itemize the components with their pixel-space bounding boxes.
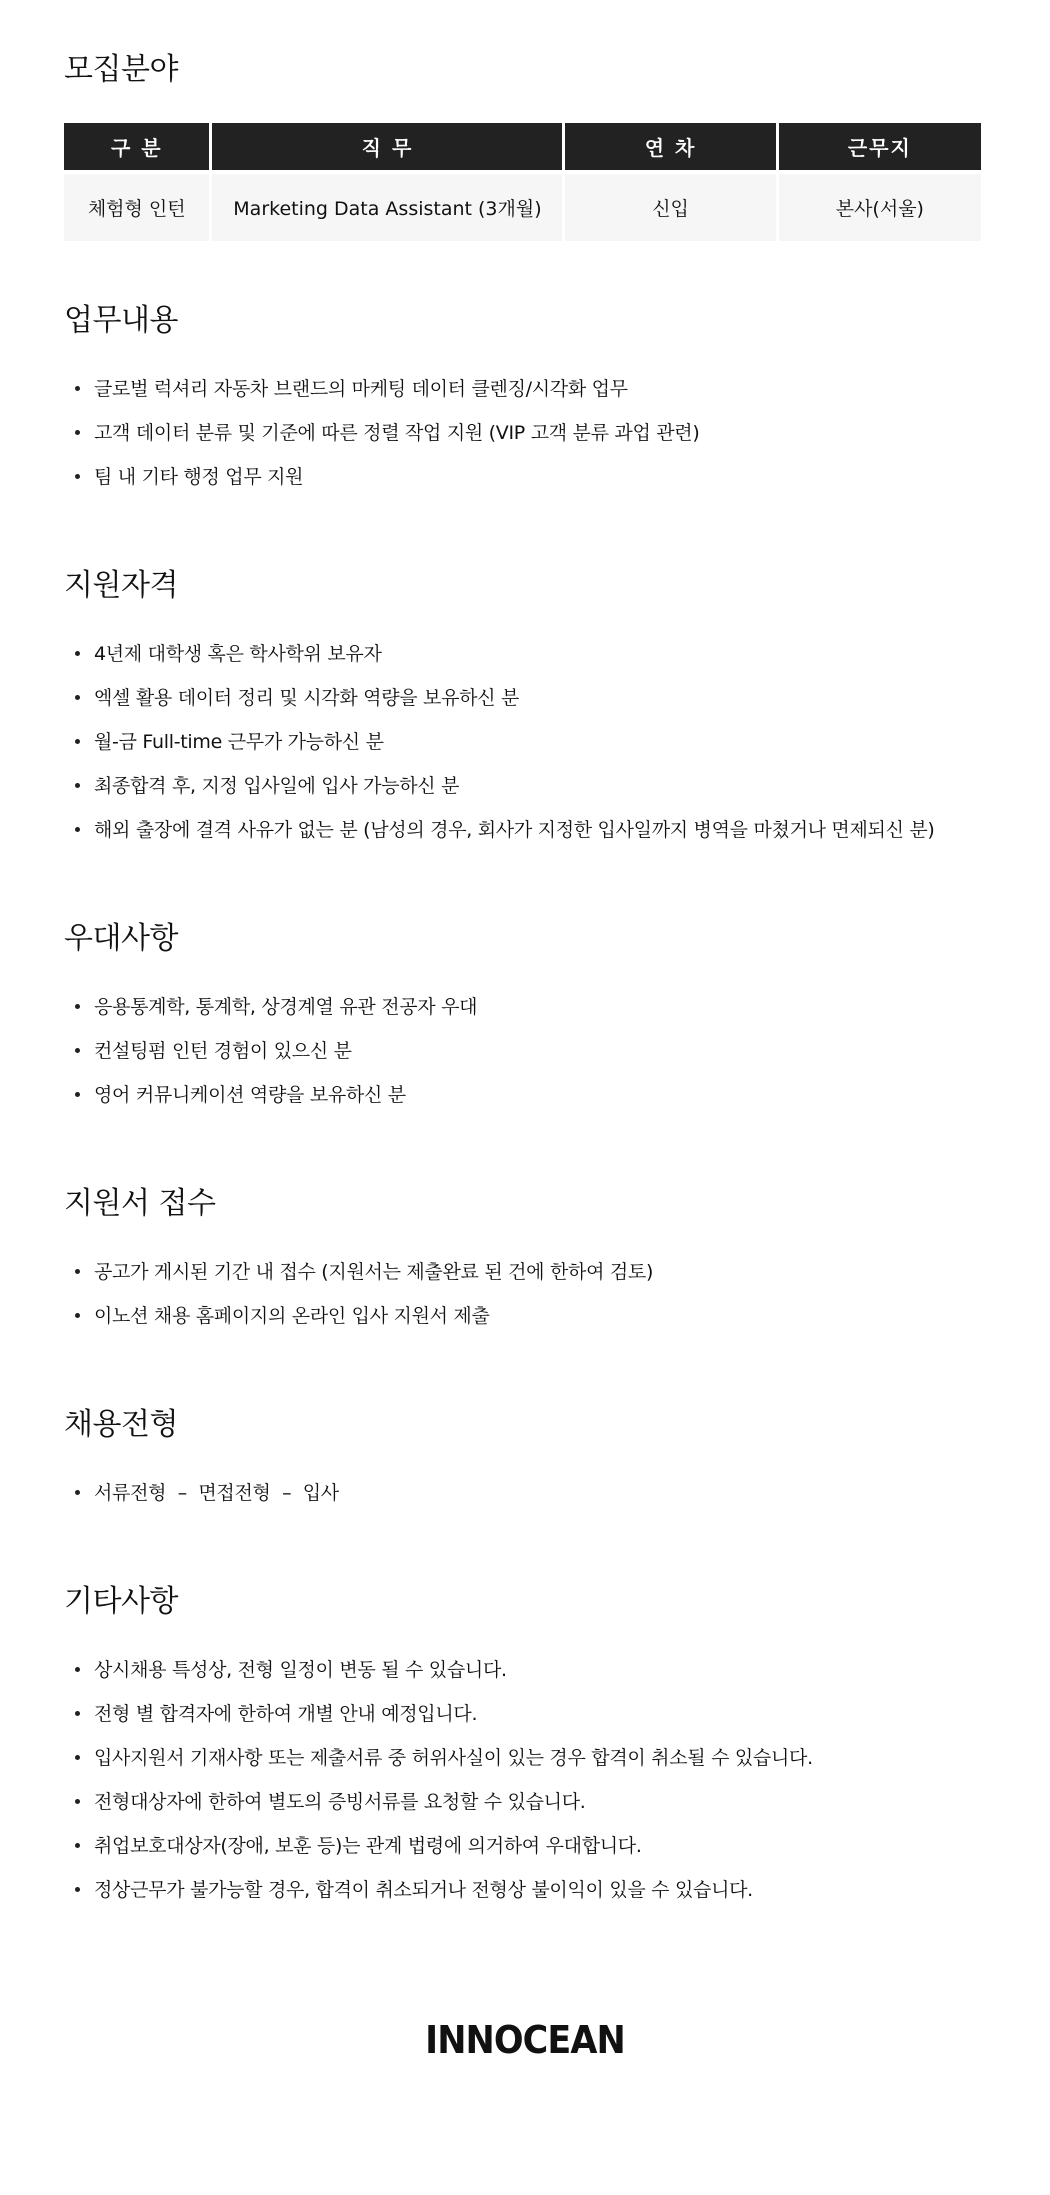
application-title: 지원서 접수 [64, 1186, 216, 1221]
bullet-icon [75, 651, 80, 656]
positions-table [61, 123, 984, 241]
bullet-icon [75, 430, 80, 435]
list-item: 취업보호대상자(장애, 보훈 등)는 관계 법령에 의거하여 우대합니다. [64, 1824, 813, 1868]
cell-experience: 신입 [565, 170, 775, 241]
list-item: 공고가 게시된 기간 내 접수 (지원서는 제출완료 된 건에 한하여 검토) [64, 1250, 653, 1294]
list-item: 팀 내 기타 행정 업무 지원 [64, 455, 699, 499]
innocean-logo: INNOCEAN [425, 2018, 625, 2062]
preferred-title: 우대사항 [64, 921, 178, 956]
others-title: 기타사항 [64, 1584, 178, 1619]
bullet-icon [75, 1048, 80, 1053]
header-category: 구 분 [64, 123, 209, 170]
bullet-icon [75, 827, 80, 832]
bullet-icon [75, 1313, 80, 1318]
bullet-icon [75, 1667, 80, 1672]
list-item: 최종합격 후, 지정 입사일에 입사 가능하신 분 [64, 764, 935, 808]
bullet-icon [75, 783, 80, 788]
list-item: 응용통계학, 통계학, 상경계열 유관 전공자 우대 [64, 985, 477, 1029]
application-list [64, 1250, 653, 1338]
list-item: 월-금 Full-time 근무가 가능하신 분 [64, 720, 935, 764]
bullet-icon [75, 1843, 80, 1848]
preferred-list [64, 985, 477, 1117]
list-item: 해외 출장에 결격 사유가 없는 분 (남성의 경우, 회사가 지정한 입사일까지 병역을 마쳤거나 면제되신 분) [64, 808, 935, 852]
list-item: 고객 데이터 분류 및 기준에 따른 정렬 작업 지원 (VIP 고객 분류 과업 관련) [64, 411, 699, 455]
list-item: 이노션 채용 홈페이지의 온라인 입사 지원서 제출 [64, 1294, 653, 1338]
cell-role: Marketing Data Assistant (3개월) [212, 170, 562, 241]
bullet-icon [75, 1004, 80, 1009]
bullet-icon [75, 1711, 80, 1716]
cell-category: 체험형 인턴 [64, 170, 209, 241]
cell-location: 본사(서울) [779, 170, 981, 241]
positions-title: 모집분야 [64, 52, 178, 87]
list-item: 정상근무가 불가능할 경우, 합격이 취소되거나 전형상 불이익이 있을 수 있습니다. [64, 1868, 813, 1912]
header-role: 직 무 [212, 123, 562, 170]
bullet-icon [75, 474, 80, 479]
qualifications-list [64, 632, 935, 852]
list-item: 상시채용 특성상, 전형 일정이 변동 될 수 있습니다. [64, 1648, 813, 1692]
list-item: 글로벌 럭셔리 자동차 브랜드의 마케팅 데이터 클렌징/시각화 업무 [64, 367, 699, 411]
duties-list [64, 367, 699, 499]
bullet-icon [75, 695, 80, 700]
list-item: 전형대상자에 한하여 별도의 증빙서류를 요청할 수 있습니다. [64, 1780, 813, 1824]
header-experience: 연 차 [565, 123, 775, 170]
list-item: 입사지원서 기재사항 또는 제출서류 중 허위사실이 있는 경우 합격이 취소될 수 있습니다. [64, 1736, 813, 1780]
list-item: 서류전형 – 면접전형 – 입사 [64, 1471, 339, 1515]
process-list [64, 1471, 339, 1515]
list-item: 컨설팅펌 인턴 경험이 있으신 분 [64, 1029, 477, 1073]
process-title: 채용전형 [64, 1407, 178, 1442]
positions-table-header-row [64, 123, 981, 170]
others-list [64, 1648, 813, 1912]
list-item: 전형 별 합격자에 한하여 개별 안내 예정입니다. [64, 1692, 813, 1736]
table-row [64, 170, 981, 241]
bullet-icon [75, 1887, 80, 1892]
bullet-icon [75, 739, 80, 744]
bullet-icon [75, 1269, 80, 1274]
bullet-icon [75, 1092, 80, 1097]
list-item: 4년제 대학생 혹은 학사학위 보유자 [64, 632, 935, 676]
list-item: 영어 커뮤니케이션 역량을 보유하신 분 [64, 1073, 477, 1117]
header-location: 근무지 [779, 123, 981, 170]
list-item: 엑셀 활용 데이터 정리 및 시각화 역량을 보유하신 분 [64, 676, 935, 720]
bullet-icon [75, 386, 80, 391]
bullet-icon [75, 1755, 80, 1760]
qualifications-title: 지원자격 [64, 568, 178, 603]
bullet-icon [75, 1799, 80, 1804]
bullet-icon [75, 1490, 80, 1495]
duties-title: 업무내용 [64, 303, 178, 338]
